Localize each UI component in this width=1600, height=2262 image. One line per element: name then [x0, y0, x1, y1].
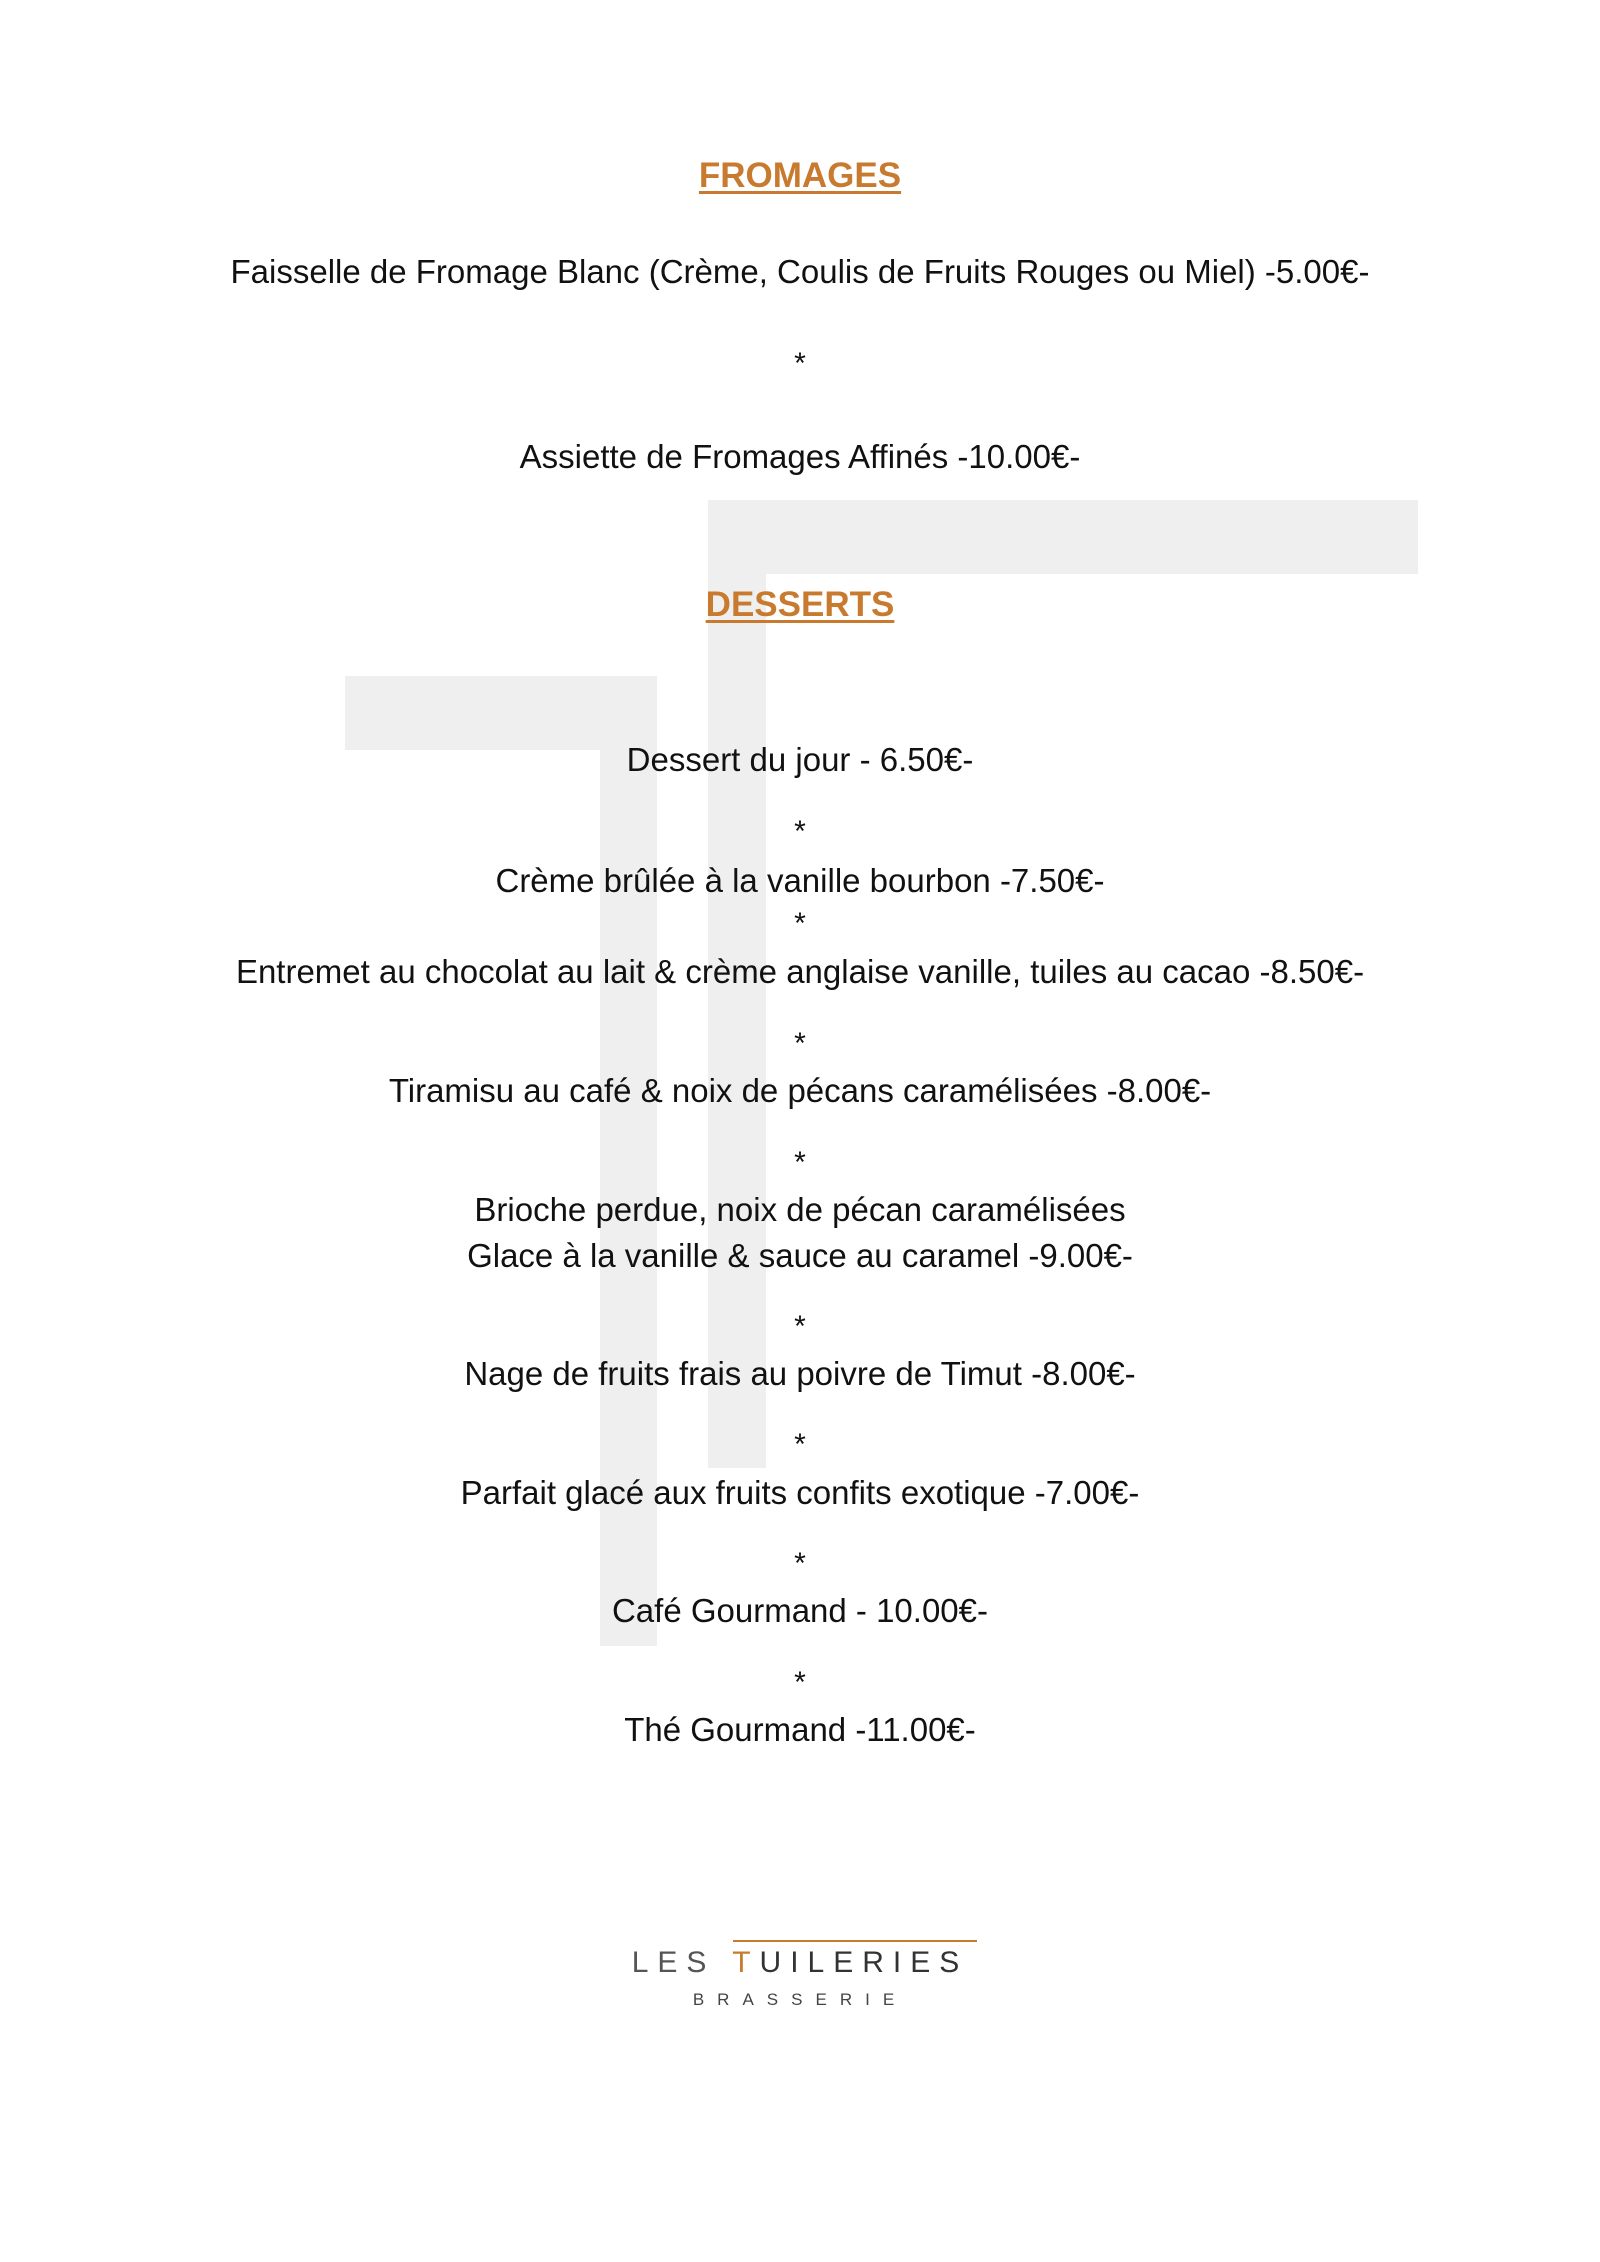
menu-item-creme-brulee: Crème brûlée à la vanille bourbon -7.50€- [495, 862, 1105, 899]
desserts-heading: DESSERTS [705, 585, 895, 624]
separator: * [794, 815, 806, 848]
menu-item-brioche-line1: Brioche perdue, noix de pécan caramélisées [474, 1191, 1126, 1228]
logo-wordmark [0, 1946, 1600, 1980]
separator: * [794, 1310, 806, 1343]
menu-item-nage-fruits: Nage de fruits frais au poivre de Timut -8.00€- [464, 1355, 1136, 1392]
logo-t: T [732, 1946, 760, 1979]
separator: * [794, 1428, 806, 1461]
watermark-top-bar [708, 500, 1418, 574]
menu-item-faisselle: Faisselle de Fromage Blanc (Crème, Coulis de Fruits Rouges ou Miel) -5.00€- [230, 253, 1370, 290]
menu-item-the-gourmand: Thé Gourmand -11.00€- [624, 1711, 976, 1748]
menu-item-parfait-glace: Parfait glacé aux fruits confits exotique -7.00€- [460, 1474, 1140, 1511]
menu-item-assiette-fromages: Assiette de Fromages Affinés -10.00€- [519, 438, 1081, 475]
brand-logo [0, 1930, 1600, 2010]
menu-item-dessert-du-jour: Dessert du jour - 6.50€- [626, 741, 974, 778]
logo-les: LES [631, 1946, 733, 1979]
separator: * [794, 1666, 806, 1699]
separator: * [794, 1146, 806, 1179]
separator: * [794, 347, 806, 380]
separator: * [794, 1027, 806, 1060]
separator: * [794, 1547, 806, 1580]
logo-subtitle: BRASSERIE [692, 1990, 908, 2009]
fromages-heading: FROMAGES [698, 156, 902, 195]
menu-item-entremet: Entremet au chocolat au lait & crème anglaise vanille, tuiles au cacao -8.50€- [235, 953, 1365, 990]
separator: * [794, 907, 806, 940]
logo-accent-line [733, 1940, 977, 1942]
menu-item-brioche-line2: Glace à la vanille & sauce au caramel -9.00€- [467, 1237, 1133, 1274]
menu-item-tiramisu: Tiramisu au café & noix de pécans caramélisées -8.00€- [388, 1072, 1212, 1109]
logo-uileries: UILERIES [759, 1946, 969, 1979]
menu-item-cafe-gourmand: Café Gourmand - 10.00€- [611, 1592, 989, 1629]
